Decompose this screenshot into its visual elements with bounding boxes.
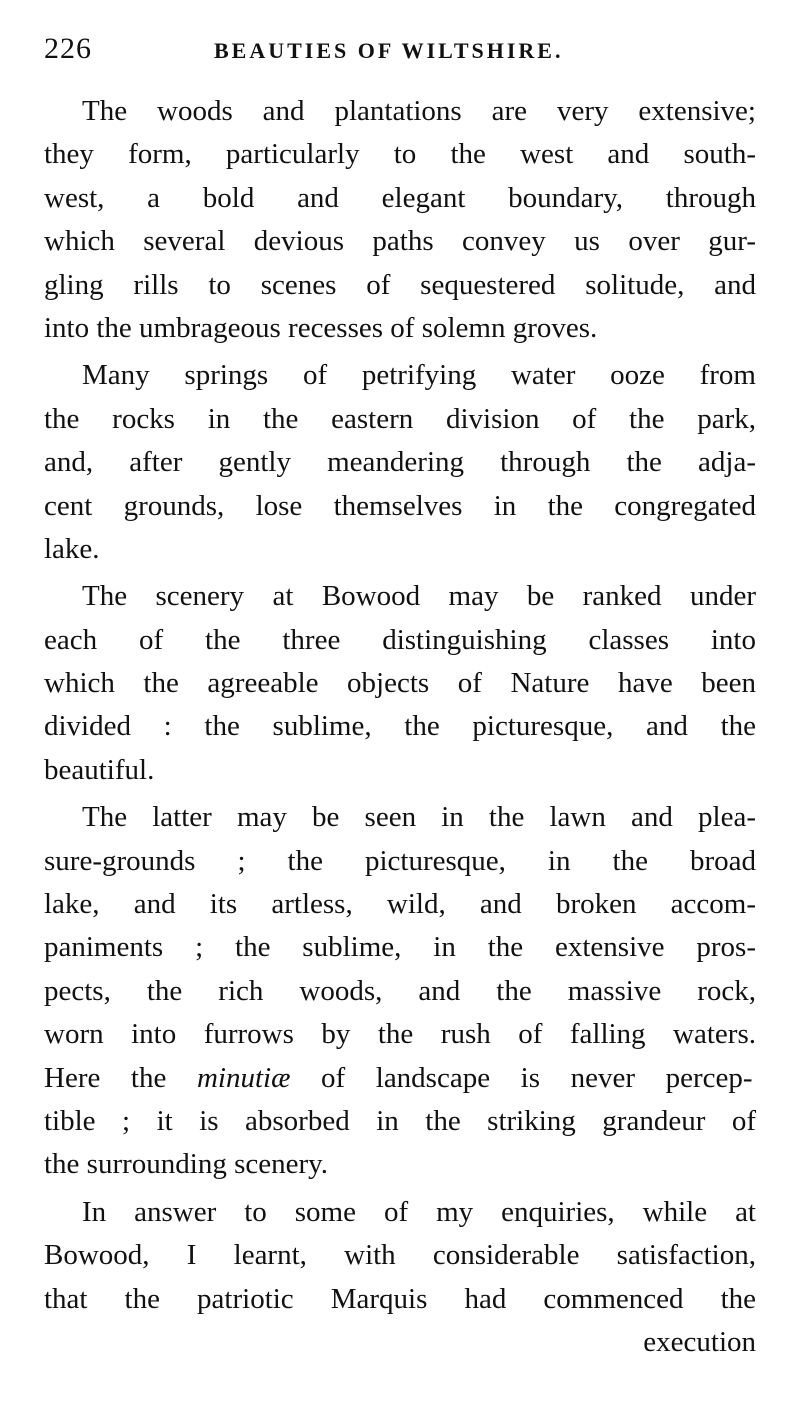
line-text: tible ; it is absorbed in the striking grandeur of (44, 1104, 756, 1137)
text-line (44, 662, 756, 705)
line-text: which the agreeable objects of Nature have been (44, 667, 756, 700)
text-line (44, 883, 756, 926)
line-text: Bowood, I learnt, with considerable satisfaction, (44, 1239, 756, 1272)
text-line (44, 133, 756, 176)
text-line (44, 970, 756, 1013)
catchword (44, 1321, 756, 1364)
italic-term: minutiæ (196, 1061, 291, 1094)
line-text: The latter may be seen in the lawn and plea- (82, 801, 756, 834)
text-line (44, 796, 756, 839)
line-text: paniments ; the sublime, in the extensive pros- (44, 931, 756, 964)
text-line (44, 1278, 756, 1321)
line-text: each of the three distinguishing classes into (44, 623, 756, 656)
line-text: they form, particularly to the west and south- (44, 138, 756, 171)
text-line (44, 1191, 756, 1234)
line-text: that the patriotic Marquis had commenced the (44, 1282, 756, 1315)
paragraph (44, 354, 756, 571)
line-text: lake. (44, 532, 100, 565)
line-text: The scenery at Bowood may be ranked under (82, 580, 756, 613)
page-header (44, 28, 756, 68)
text-line (44, 705, 756, 748)
text-line (44, 398, 756, 441)
text-line (44, 528, 756, 571)
text-line (44, 1057, 756, 1100)
running-title: BEAUTIES OF WILTSHIRE. (214, 38, 564, 63)
text-line (44, 307, 756, 350)
page-body (44, 90, 756, 1364)
text-line (44, 749, 756, 792)
line-text: the rocks in the eastern division of the park, (44, 402, 756, 435)
paragraph (44, 796, 756, 1187)
text-line (44, 485, 756, 528)
page-number: 226 (44, 32, 92, 65)
text-line (44, 840, 756, 883)
paragraph (44, 90, 756, 350)
line-text: cent grounds, lose themselves in the congregated (44, 489, 756, 522)
line-text: worn into furrows by the rush of falling waters. (44, 1018, 756, 1051)
text-line (44, 354, 756, 397)
line-text: In answer to some of my enquiries, while at (82, 1195, 756, 1228)
line-text: the surrounding scenery. (44, 1148, 329, 1181)
text-line (44, 177, 756, 220)
line-text: pects, the rich woods, and the massive rock, (44, 974, 756, 1007)
line-text: which several devious paths convey us over gur- (44, 225, 756, 258)
line-text: lake, and its artless, wild, and broken accom- (44, 888, 756, 921)
line-text: beautiful. (44, 753, 155, 786)
paragraph (44, 1191, 756, 1365)
text-line (44, 264, 756, 307)
line-text: gling rills to scenes of sequestered solitude, and (44, 268, 756, 301)
line-text: Here the (44, 1061, 167, 1094)
line-text: west, a bold and elegant boundary, through (44, 181, 756, 214)
line-text: The woods and plantations are very extensive; (82, 95, 756, 127)
text-line (44, 90, 756, 133)
text-line (44, 220, 756, 263)
paragraph (44, 575, 756, 792)
line-text: and, after gently meandering through the adja- (44, 446, 756, 479)
text-line (44, 1100, 756, 1143)
text-line (44, 1234, 756, 1277)
text-line (44, 926, 756, 969)
text-line (44, 575, 756, 618)
line-text: of landscape is never percep- (321, 1061, 753, 1094)
line-text: divided : the sublime, the picturesque, and the (44, 710, 756, 743)
text-line (44, 1013, 756, 1056)
line-text: sure-grounds ; the picturesque, in the broad (44, 844, 756, 877)
text-line (44, 1143, 756, 1186)
line-text: Many springs of petrifying water ooze from (82, 359, 756, 392)
catchword-text: execution (643, 1325, 756, 1358)
text-line (44, 441, 756, 484)
line-text: into the umbrageous recesses of solemn groves. (44, 311, 598, 344)
text-line (44, 619, 756, 662)
